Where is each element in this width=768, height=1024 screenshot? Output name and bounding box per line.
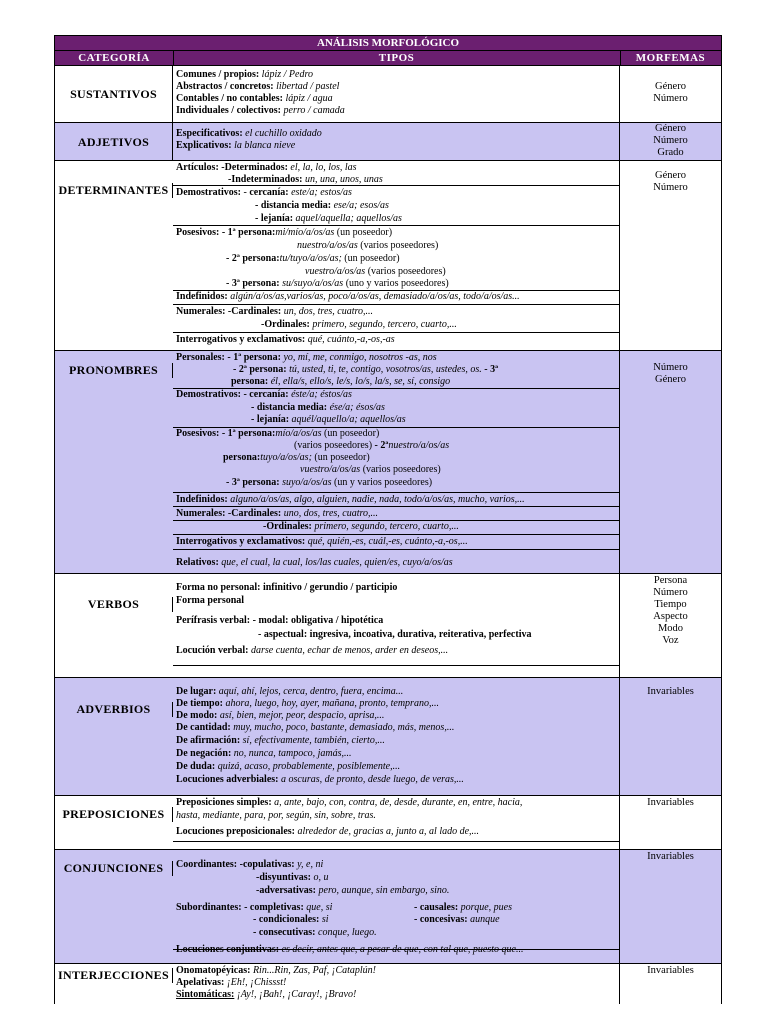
row-preposiciones bbox=[54, 796, 722, 850]
morpheme: Invariables bbox=[647, 686, 694, 697]
morpheme: Género bbox=[655, 374, 686, 385]
type-line: - lejanía: aquél/aquello/a; aquellos/as bbox=[251, 414, 406, 425]
row-adverbios bbox=[54, 678, 722, 796]
row-sustantivos bbox=[54, 66, 722, 123]
type-line: - distancia media: ése/a; ésos/as bbox=[251, 402, 385, 413]
category-text: INTERJECCIONES bbox=[58, 968, 169, 982]
type-line: De lugar: aquí, ahí, lejos, cerca, dentro, fuera, encima... bbox=[176, 686, 404, 697]
types-cell bbox=[173, 678, 620, 795]
type-line: - 2ª persona:tu/tuyo/a/os/as; (un poseedor) bbox=[226, 253, 400, 264]
morpheme: Invariables bbox=[647, 797, 694, 808]
type-line: -Ordinales: primero, segundo, tercero, cuarto,... bbox=[261, 319, 457, 330]
morpheme: Tiempo bbox=[654, 599, 687, 610]
type-line: Posesivos: - 1ª persona:mi/mío/a/os/as (un poseedor) bbox=[176, 227, 393, 238]
type-line: - 3ª persona: su/suyo/a/os/as (uno y varios poseedores) bbox=[226, 278, 449, 289]
category-label: ADJETIVOS bbox=[55, 123, 173, 161]
type-line: Comunes / propios: lápiz / Pedro bbox=[176, 69, 313, 80]
category-label: CONJUNCIONES bbox=[55, 861, 173, 876]
morphemes-cell bbox=[620, 362, 721, 386]
type-line: Subordinantes: - completivas: que, si bbox=[176, 902, 333, 913]
type-line: - distancia media: ese/a; esos/as bbox=[255, 200, 389, 211]
morpheme: Invariables bbox=[647, 851, 694, 862]
type-line: Locución verbal: darse cuenta, echar de menos, arder en deseos,... bbox=[176, 645, 449, 656]
type-line: Indefinidos: algún/a/os/as,varios/as, poco/a/os/as, demasiado/a/os/as, todo/a/os/as... bbox=[176, 291, 520, 302]
types-cell bbox=[173, 964, 620, 1004]
row-conjunciones bbox=[54, 850, 722, 964]
morphemes-cell bbox=[620, 686, 721, 698]
header-tipos: TIPOS bbox=[173, 51, 621, 66]
type-line: - 2ª persona: tú, usted, ti, te, contigo, vosotros/as, ustedes, os. - 3ª bbox=[233, 364, 499, 375]
morpheme: Género bbox=[655, 81, 686, 92]
types-cell bbox=[173, 123, 620, 160]
type-line: Demostrativos: - cercanía: éste/a; éstos/as bbox=[176, 389, 352, 400]
type-line: -adversativas: pero, aunque, sin embargo, sino. bbox=[256, 885, 450, 896]
row-pronombres bbox=[54, 351, 722, 574]
type-line: Apelativas: ¡Eh!, ¡Chissst! bbox=[176, 977, 287, 988]
type-line: vuestro/a/os/as (varios poseedores) bbox=[305, 266, 446, 277]
type-line: Explicativos: la blanca nieve bbox=[176, 140, 296, 151]
type-line: Indefinidos: alguno/a/os/as, algo, alguien, nadie, nada, todo/a/os/as, mucho, varios,... bbox=[176, 494, 525, 505]
type-line: - concesivas: aunque bbox=[414, 914, 500, 925]
row-determinantes bbox=[54, 161, 722, 351]
type-line: De cantidad: muy, mucho, poco, bastante, demasiado, más, menos,... bbox=[176, 722, 455, 733]
type-line: - causales: porque, pues bbox=[414, 902, 512, 913]
type-line: Abstractos / concretos: libertad / pastel bbox=[176, 81, 340, 92]
morpheme: Invariables bbox=[647, 965, 694, 976]
type-line: Coordinantes: -copulativas: y, e, ni bbox=[176, 859, 324, 870]
morpheme: Grado bbox=[657, 147, 684, 158]
morpheme: Género bbox=[655, 170, 686, 181]
morpheme: Número bbox=[653, 93, 688, 104]
morpheme: Aspecto bbox=[653, 611, 688, 622]
type-line: persona: él, ella/s, ello/s, le/s, lo/s, la/s, se, sí, consigo bbox=[231, 376, 451, 387]
type-line: - consecutivas: conque, luego. bbox=[253, 927, 377, 938]
morphemes-cell bbox=[620, 797, 721, 809]
category-label: ADVERBIOS bbox=[55, 702, 173, 717]
category-label: PREPOSICIONES bbox=[55, 807, 173, 822]
morphemes-cell bbox=[620, 170, 721, 194]
type-line: Numerales: -Cardinales: uno, dos, tres, cuatro,... bbox=[176, 508, 379, 519]
morphemes-cell bbox=[620, 81, 721, 105]
type-line: Personales: - 1ª persona: yo, mí, me, conmigo, nosotros -as, nos bbox=[176, 352, 437, 363]
morphemes-cell bbox=[620, 575, 721, 647]
category-label bbox=[55, 183, 173, 198]
type-line: nuestro/a/os/as (varios poseedores) bbox=[297, 240, 439, 251]
type-line: Interrogativos y exclamativos: qué, quién,-es, cuál,-es, cuánto,-a,-os,... bbox=[176, 536, 468, 547]
morphemes-cell bbox=[620, 965, 721, 977]
category-label: SUSTANTIVOS bbox=[55, 66, 173, 123]
type-line: Contables / no contables: lápiz / agua bbox=[176, 93, 333, 104]
type-line: Numerales: -Cardinales: un, dos, tres, cuatro,... bbox=[176, 306, 374, 317]
type-line: -disyuntivas: o, u bbox=[256, 872, 329, 883]
morpheme: Voz bbox=[662, 635, 679, 646]
morphemes-cell bbox=[620, 851, 721, 863]
type-line: Individuales / colectivos: perro / camada bbox=[176, 105, 345, 116]
type-line: De modo: así, bien, mejor, peor, despacio, aprisa,... bbox=[176, 710, 385, 721]
type-line: De duda: quizá, acaso, probablemente, posiblemente,... bbox=[176, 761, 401, 772]
type-line: Locuciones adverbiales: a oscuras, de pronto, desde luego, de veras,... bbox=[176, 774, 464, 785]
type-line: Forma personal bbox=[176, 595, 245, 606]
types-cell bbox=[173, 161, 620, 350]
types-cell bbox=[173, 351, 620, 573]
type-line: Relativos: que, el cual, la cual, los/las cuales, quien/es, cuyo/a/os/as bbox=[176, 557, 453, 568]
type-line: De afirmación: sí, efectivamente, también, cierto,... bbox=[176, 735, 385, 746]
types-cell bbox=[173, 66, 620, 122]
header-row bbox=[54, 51, 722, 66]
category-label: VERBOS bbox=[55, 597, 173, 612]
types-cell bbox=[173, 850, 620, 963]
morpheme: Persona bbox=[653, 575, 688, 586]
header-morfemas: MORFEMAS bbox=[635, 52, 706, 64]
type-line: Artículos: -Determinados: el, la, lo, los, las bbox=[176, 162, 357, 173]
type-line: - aspectual: ingresiva, incoativa, durativa, reiterativa, perfectiva bbox=[258, 629, 532, 640]
category-text: DETERMINANTES bbox=[58, 183, 169, 197]
type-line: -Ordinales: primero, segundo, tercero, cuarto,... bbox=[263, 521, 459, 532]
types-cell bbox=[173, 574, 620, 677]
type-line: - lejanía: aquel/aquella; aquellos/as bbox=[255, 213, 402, 224]
morpheme: Género bbox=[655, 123, 686, 134]
morpheme: Número bbox=[653, 362, 688, 373]
row-verbos bbox=[54, 574, 722, 678]
type-line: vuestro/a/os/as (varios poseedores) bbox=[300, 464, 441, 475]
morpheme: Número bbox=[653, 135, 688, 146]
type-line: Locuciones preposicionales: alrededor de, gracias a, junto a, al lado de,... bbox=[176, 826, 480, 837]
header-categoria: CATEGORÍA bbox=[55, 51, 174, 66]
type-line: Interrogativos y exclamativos: qué, cuánto,-a,-os,-as bbox=[176, 334, 395, 345]
type-line: Locuciones conjuntivas: es decir, antes que, a pesar de que, con tal que, puesto que... bbox=[176, 944, 524, 955]
type-line: (varios poseedores) - 2ªnuestro/a/os/as bbox=[294, 440, 450, 451]
type-line: Especificativos: el cuchillo oxidado bbox=[176, 128, 322, 139]
type-line: Preposiciones simples: a, ante, bajo, con, contra, de, desde, durante, en, entre, hacia, bbox=[176, 797, 523, 808]
type-line: Posesivos: - 1ª persona:mío/a/os/as (un poseedor) bbox=[176, 428, 380, 439]
type-line: Perífrasis verbal: - modal: obligativa / hipotética bbox=[176, 615, 384, 626]
category-label bbox=[55, 968, 173, 983]
type-line: persona:tuyo/a/os/as; (un poseedor) bbox=[223, 452, 370, 463]
morphemes-cell bbox=[620, 123, 721, 159]
type-line: Forma no personal: infinitivo / gerundio / participio bbox=[176, 582, 398, 593]
row-adjetivos bbox=[54, 123, 722, 161]
type-line: De negación: no, nunca, tampoco, jamás,... bbox=[176, 748, 352, 759]
type-line: hasta, mediante, para, por, según, sin, sobre, tras. bbox=[176, 810, 376, 821]
morpheme: Número bbox=[653, 182, 688, 193]
type-line: - condicionales: si bbox=[253, 914, 329, 925]
morpheme: Modo bbox=[657, 623, 684, 634]
type-line: Onomatopéyicas: Rin...Rin, Zas, Paf, ¡Cataplún! bbox=[176, 965, 377, 976]
morpheme: Número bbox=[653, 587, 688, 598]
type-line: Demostrativos: - cercanía: este/a; estos/as bbox=[176, 187, 352, 198]
row-interjecciones bbox=[54, 964, 722, 1004]
type-line: Sintomáticas: ¡Ay!, ¡Bah!, ¡Caray!, ¡Bravo! bbox=[176, 989, 357, 1000]
types-cell bbox=[173, 796, 620, 849]
type-line: - 3ª persona: suyo/a/os/as (un y varios poseedores) bbox=[226, 477, 433, 488]
category-label: PRONOMBRES bbox=[55, 363, 173, 378]
type-line: De tiempo: ahora, luego, hoy, ayer, mañana, pronto, temprano,... bbox=[176, 698, 439, 709]
table-title: ANÁLISIS MORFOLÓGICO bbox=[54, 35, 722, 51]
type-line: -Indeterminados: un, una, unos, unas bbox=[228, 174, 383, 185]
